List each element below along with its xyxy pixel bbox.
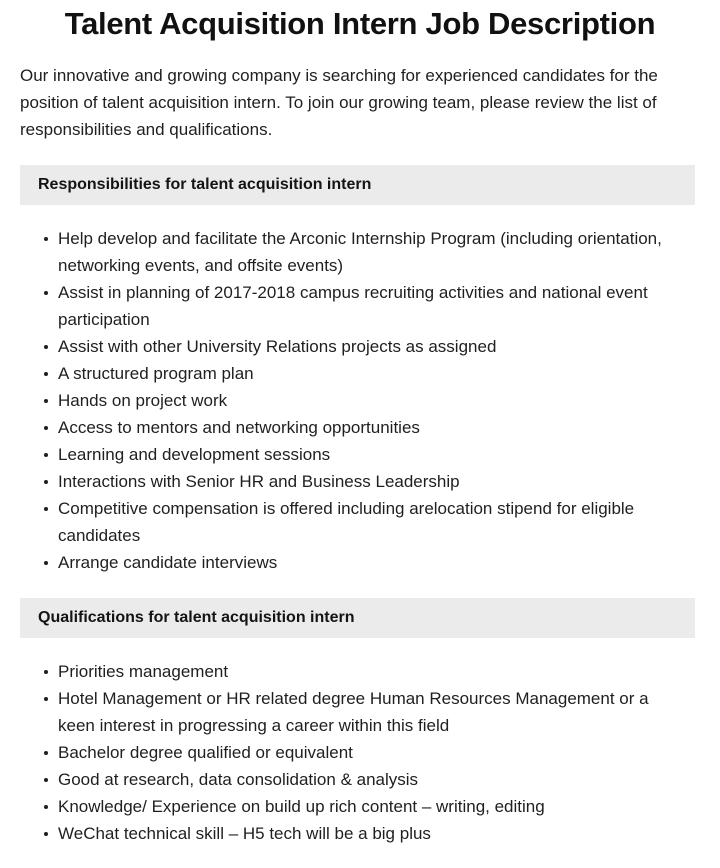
list-item: Arrange candidate interviews — [44, 549, 685, 576]
list-item: Assist with other University Relations projects as assigned — [44, 333, 685, 360]
responsibilities-list — [0, 205, 720, 576]
list-item: Hands on project work — [44, 387, 685, 414]
intro-paragraph: Our innovative and growing company is searching for experienced candidates for the position of talent acquisition intern. To join our growing team, please review the list of responsibilities and qualifications. — [20, 66, 658, 139]
list-item: A structured program plan — [44, 360, 685, 387]
page-title: Talent Acquisition Intern Job Description — [64, 6, 656, 41]
list-item: WeChat technical skill – H5 tech will be a big plus — [44, 820, 685, 847]
section-header-qualifications — [20, 598, 695, 638]
list-item: Learning and development sessions — [44, 441, 685, 468]
list-item: Help develop and facilitate the Arconic Internship Program (including orientation, networking events, and offsite events) — [44, 225, 685, 279]
section-header-responsibilities — [20, 165, 695, 205]
list-item: Assist in planning of 2017-2018 campus recruiting activities and national event participation — [44, 279, 685, 333]
qualifications-list — [0, 638, 720, 847]
list-item: Access to mentors and networking opportunities — [44, 414, 685, 441]
list-item: Interactions with Senior HR and Business Leadership — [44, 468, 685, 495]
list-item: Competitive compensation is offered including arelocation stipend for eligible candidates — [44, 495, 685, 549]
section-heading-label: Responsibilities for talent acquisition intern — [38, 176, 372, 193]
section-heading-label: Qualifications for talent acquisition intern — [38, 609, 355, 626]
list-item: Priorities management — [44, 658, 685, 685]
list-item: Knowledge/ Experience on build up rich content – writing, editing — [44, 793, 685, 820]
list-item: Hotel Management or HR related degree Human Resources Management or a keen interest in progressing a career within this field — [44, 685, 685, 739]
list-item: Good at research, data consolidation & analysis — [44, 766, 685, 793]
list-item: Bachelor degree qualified or equivalent — [44, 739, 685, 766]
